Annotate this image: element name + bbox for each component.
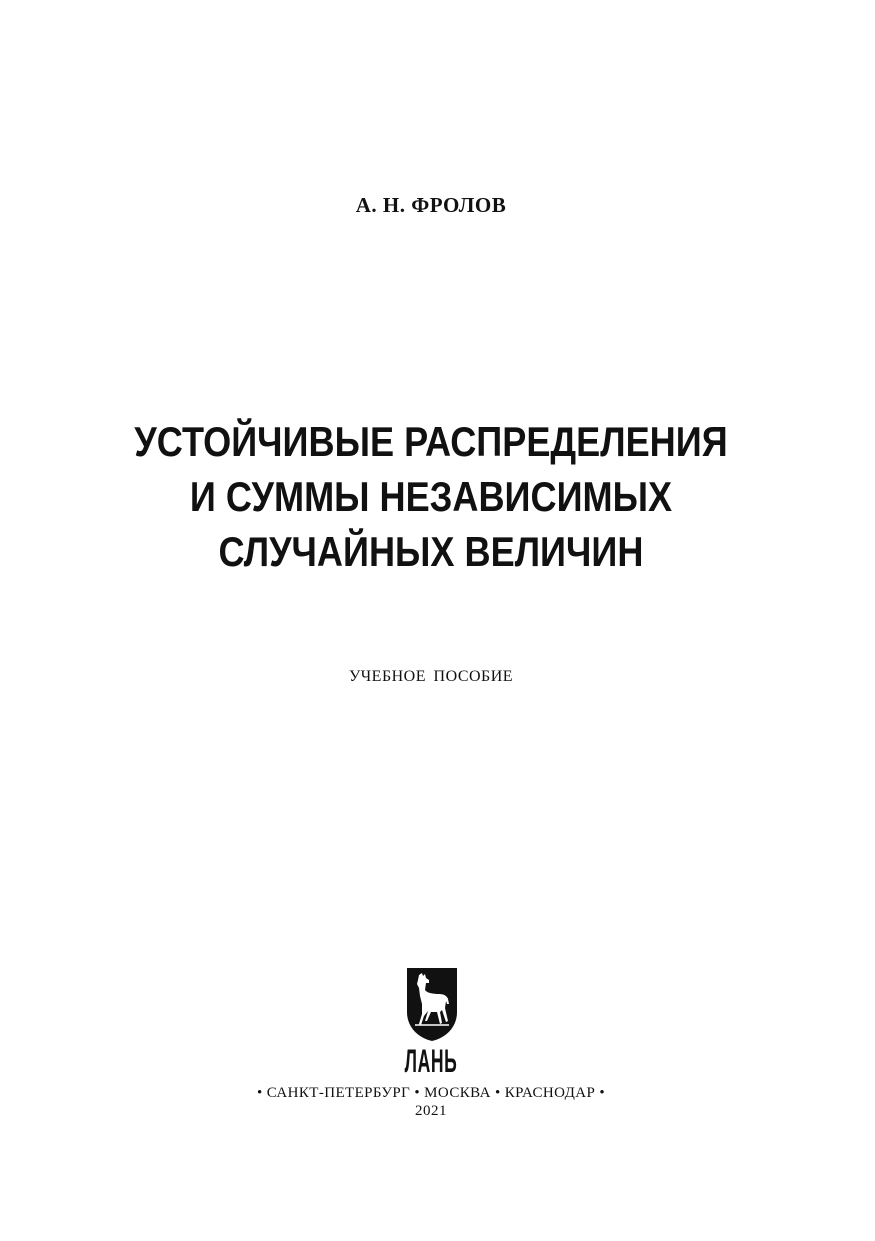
book-title — [0, 414, 862, 579]
publisher-name: ЛАНЬ — [404, 1043, 458, 1079]
publisher-cities: • САНКТ-ПЕТЕРБУРГ • МОСКВА • КРАСНОДАР • — [256, 1085, 606, 1101]
publication-year: 2021 — [415, 1103, 447, 1119]
book-title-line: И СУММЫ НЕЗАВИСИМЫХ — [189, 473, 673, 520]
publisher-logo — [405, 966, 459, 1042]
author-name: А. Н. ФРОЛОВ — [355, 193, 507, 217]
book-title-line: СЛУЧАЙНЫХ ВЕЛИЧИН — [218, 528, 644, 575]
book-subtitle: УЧЕБНОЕ ПОСОБИЕ — [348, 668, 514, 685]
book-title-line: УСТОЙЧИВЫЕ РАСПРЕДЕЛЕНИЯ — [134, 418, 728, 465]
deer-shield-icon — [405, 966, 459, 1042]
